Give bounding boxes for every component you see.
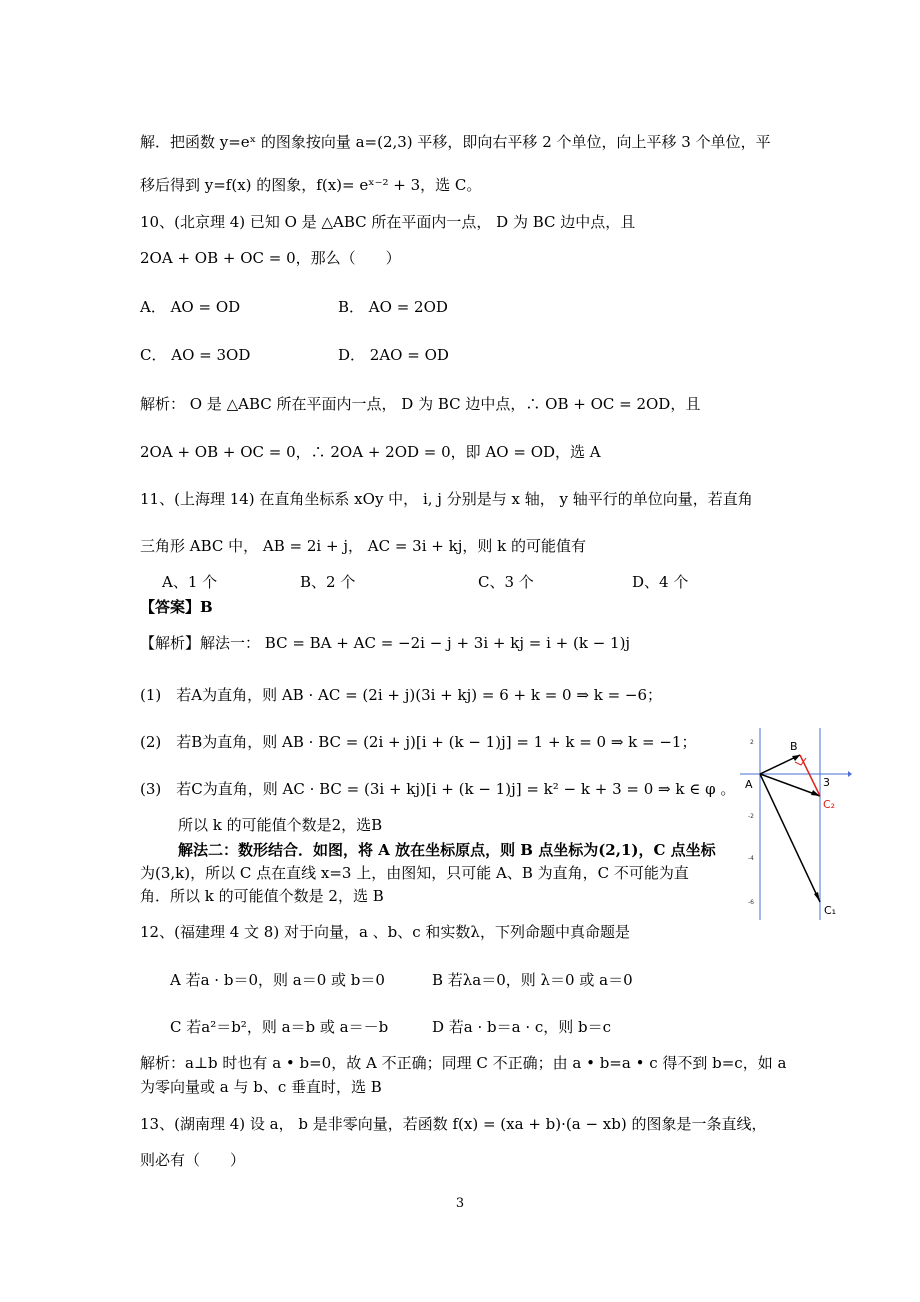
q10-stem: 10、(北京理 4) 已知 O 是 △ABC 所在平面内一点， D 为 BC 边中点，且 [140, 213, 636, 231]
q11-conclusion: 所以 k 的可能值个数是2，选B [178, 816, 383, 834]
label-b: B [790, 740, 798, 753]
arrowhead-b-icon [792, 755, 800, 761]
q11-stem: 11、(上海理 14) 在直角坐标系 xOy 中， i, j 分别是与 x 轴， y 轴平行的单位向量，若直角 [140, 490, 753, 508]
q12-option-b: B 若λa＝0，则 λ＝0 或 a＝0 [432, 971, 633, 989]
q11-solution-2: 解法二：数形结合．如图，将 A 放在坐标原点，则 B 点坐标为(2,1)，C 点坐标 [178, 841, 716, 859]
coordinate-graph [740, 728, 852, 920]
x-axis-arrow-icon [848, 771, 852, 777]
q11-solution-2-end: 角．所以 k 的可能值个数是 2，选 B [140, 887, 384, 905]
q12-option-c: C 若a²＝b²，则 a＝b 或 a＝－b [170, 1018, 389, 1036]
label-a: A [745, 778, 753, 791]
label-c1: C₁ [824, 904, 837, 917]
label-c2: C₂ [823, 798, 836, 811]
q10-stem-cont: 2OA + OB + OC = 0，那么（ ） [140, 249, 401, 267]
q10-option-d: D． 2AO = OD [338, 346, 449, 364]
q13-stem: 13、(湖南理 4) 设 a， b 是非零向量，若函数 f(x) = (xa + b)·(a − xb) 的图象是一条直线， [140, 1115, 767, 1133]
q12-analysis-cont: 为零向量或 a 与 b、c 垂直时，选 B [140, 1078, 382, 1096]
q11-solution-2-cont: 为(3,k)，所以 C 点在直线 x=3 上，由图知，只可能 A、B 为直角，C 不可能为直 [140, 864, 689, 882]
tick-label-minus-6: -6 [748, 899, 754, 906]
q11-option-b: B、2 个 [300, 573, 356, 591]
q10-option-a: A． AO = OD [140, 298, 241, 316]
q11-answer: 【答案】B [140, 598, 213, 616]
q11-option-a: A、1 个 [162, 573, 218, 591]
arrowhead-c1-icon [814, 892, 820, 902]
q11-solution-1: 【解析】解法一： BC = BA + AC = −2i − j + 3i + kj = i + (k − 1)j [140, 634, 631, 652]
tick-label-minus-2: -2 [748, 813, 754, 820]
tick-label-2: 2 [750, 739, 754, 746]
q11-stem-cont: 三角形 ABC 中， AB = 2i + j， AC = 3i + kj，则 k 的可能值有 [140, 537, 586, 555]
line-2: 移后得到 y=f(x) 的图象，f(x)= eˣ⁻² + 3，选 C。 [140, 176, 482, 194]
q11-option-d: D、4 个 [632, 573, 689, 591]
q10-option-b: B． AO = 2OD [338, 298, 448, 316]
q11-case-1: (1) 若A为直角，则 AB · AC = (2i + j)(3i + kj) = 6 + k = 0 ⇒ k = −6； [140, 686, 663, 704]
q10-analysis-cont: 2OA + OB + OC = 0，∴ 2OA + 2OD = 0，即 AO = OD，选 A [140, 443, 601, 461]
q12-option-d: D 若a · b＝a · c，则 b＝c [432, 1018, 612, 1036]
q11-option-c: C、3 个 [478, 573, 534, 591]
q12-stem: 12、(福建理 4 文 8) 对于向量，a 、b、c 和实数λ，下列命题中真命题是 [140, 923, 630, 941]
line-1: 解．把函数 y=eˣ 的图象按向量 a=(2,3) 平移，即向右平移 2 个单位，向上平移 3 个单位，平 [140, 133, 771, 151]
q10-analysis: 解析： O 是 △ABC 所在平面内一点， D 为 BC 边中点，∴ OB + OC = 2OD，且 [140, 395, 701, 413]
q11-case-3: (3) 若C为直角，则 AC · BC = (3i + kj)[i + (k − 1)j] = k² − k + 3 = 0 ⇒ k ∈ φ 。 [140, 780, 736, 798]
tick-label-minus-4: -4 [748, 855, 754, 862]
q13-stem-cont: 则必有（ ） [140, 1151, 246, 1169]
q11-case-2: (2) 若B为直角，则 AB · BC = (2i + j)[i + (k − 1)j] = 1 + k = 0 ⇒ k = −1； [140, 733, 697, 751]
q10-option-c: C． AO = 3OD [140, 346, 251, 364]
q12-analysis: 解析：a⊥b 时也有 a • b=0，故 A 不正确；同理 C 不正确；由 a • b=a • c 得不到 b=c，如 a [140, 1054, 787, 1072]
label-3: 3 [823, 776, 830, 789]
page-number: 3 [455, 1196, 465, 1211]
q12-option-a: A 若a · b＝0，则 a＝0 或 b＝0 [170, 971, 385, 989]
